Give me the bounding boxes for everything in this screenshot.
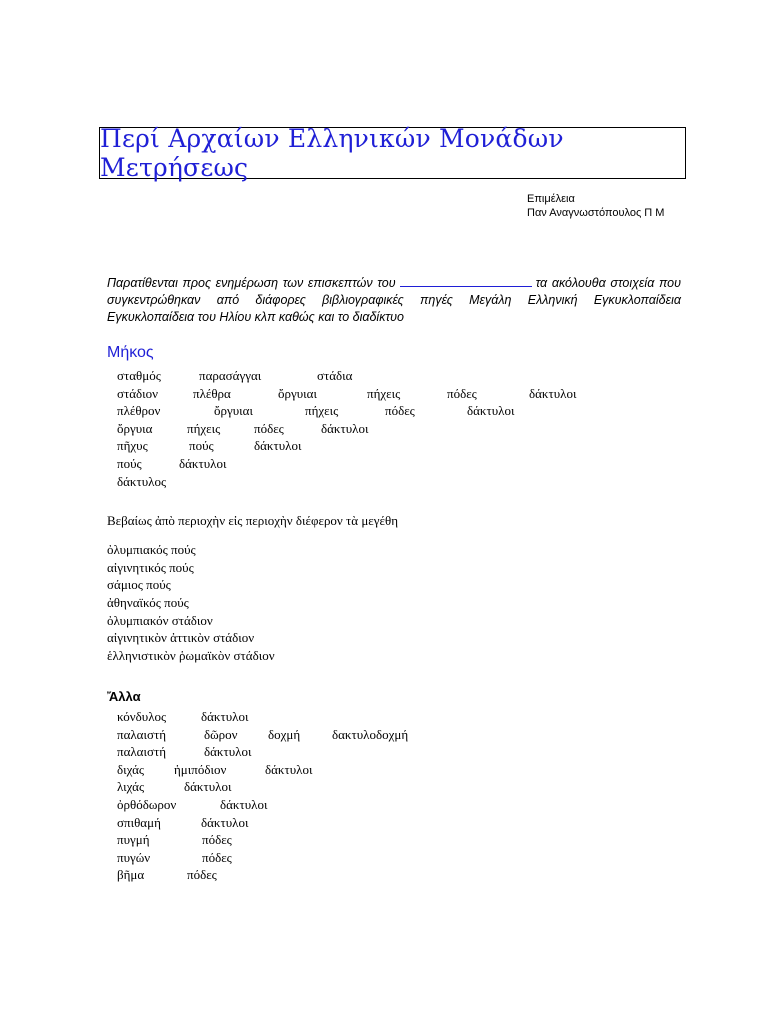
list-item: ὀλυμπιακός πούς: [107, 542, 196, 557]
length-cell: πλέθρα: [193, 385, 231, 401]
list-item: ὀλυμπιακόν στάδιον: [107, 612, 213, 628]
foot-variants-list: [107, 542, 275, 666]
other-heading: Ἄλλα: [107, 689, 141, 704]
length-cell: πήχεις: [367, 385, 401, 401]
length-cell: ὄργυιαι: [214, 403, 253, 419]
other-cell: δῶρον: [204, 726, 238, 742]
site-link-blank[interactable]: [400, 275, 532, 287]
editor-name: Παν Αναγνωστόπουλος Π Μ: [527, 207, 665, 219]
length-cell: πήχεις: [305, 403, 339, 419]
length-cell: πούς: [117, 455, 142, 471]
length-cell: πήχεις: [187, 420, 221, 436]
other-cell: δάκτυλοι: [204, 744, 252, 760]
other-cell: παλαιστή: [117, 726, 167, 742]
other-cell: κόνδυλος: [117, 709, 167, 724]
length-cell: πούς: [189, 438, 214, 454]
length-cell: παρασάγγαι: [199, 368, 262, 383]
other-cell: πόδες: [202, 849, 232, 865]
other-cell: πόδες: [187, 867, 217, 883]
editor-credit: [527, 192, 664, 220]
length-cell: ὄργυια: [117, 420, 153, 436]
length-cell: δάκτυλος: [117, 473, 167, 489]
other-cell: ἡμιπόδιον: [174, 761, 227, 777]
other-cell: λιχάς: [117, 779, 145, 795]
list-item: σάμιος πούς: [107, 577, 171, 593]
other-cell: δάκτυλοι: [201, 814, 249, 830]
length-cell: δάκτυλοι: [467, 403, 515, 419]
editor-label: Επιμέλεια: [527, 193, 575, 205]
length-cell: στάδια: [317, 368, 353, 383]
length-cell: πῆχυς: [117, 438, 148, 454]
other-cell: δάκτυλοι: [220, 796, 268, 812]
length-cell: δάκτυλοι: [529, 385, 577, 401]
other-cell: παλαιστή: [117, 744, 167, 760]
length-cell: πόδες: [447, 385, 477, 401]
other-cell: δοχμή: [268, 726, 301, 742]
length-cell: πόδες: [385, 403, 415, 419]
other-cell: δάκτυλοι: [265, 761, 313, 777]
other-cell: δάκτυλοι: [201, 709, 249, 724]
length-cell: ὄργυιαι: [278, 385, 317, 401]
other-cell: βῆμα: [117, 867, 145, 883]
list-item: ἀθηναϊκός πούς: [107, 595, 189, 611]
intro-text-after: τα ακόλουθα στοιχεία που συγκεντρώθηκαν από διάφορες βιβλιογραφικές πηγές Μεγάλη Ελληνική Εγκυκλοπαίδεια Εγκυκλοπαίδεια του Ηλίου κλπ καθώς και το διαδίκτυο: [107, 275, 681, 324]
length-cell: πόδες: [254, 420, 284, 436]
title-box: [99, 124, 686, 182]
length-cell: στάδιον: [117, 385, 159, 401]
list-item: ἑλληνιστικὸν ῥωμαϊκὸν στάδιον: [107, 648, 275, 664]
list-item: αἰγινητικός πούς: [107, 559, 194, 575]
length-cell: πλέθρον: [117, 403, 161, 419]
length-cell: σταθμός: [117, 368, 161, 383]
other-cell: πόδες: [202, 832, 232, 848]
other-cell: διχάς: [117, 761, 145, 777]
list-item: αἰγινητικὸν ἀττικὸν στάδιον: [107, 630, 255, 646]
other-cell: πυγμή: [117, 832, 150, 848]
variation-note: Βεβαίως ἀπὸ περιοχὴν εἰς περιοχὴν διέφερον τὰ μεγέθη: [107, 513, 398, 528]
intro-text-before: Παρατίθενται προς ενημέρωση των επισκεπτών του: [107, 275, 396, 290]
other-cell: δάκτυλοι: [184, 779, 232, 795]
other-cell: πυγών: [117, 849, 151, 865]
intro-paragraph: [107, 275, 681, 326]
length-cell: δάκτυλοι: [179, 455, 227, 471]
page-title: Περί Αρχαίων Ελληνικών Μονάδων Μετρήσεως: [100, 124, 564, 182]
other-cell: δακτυλοδοχμή: [332, 726, 409, 742]
other-cell: ὀρθόδωρον: [117, 796, 177, 812]
length-heading: Μήκος: [107, 344, 154, 361]
other-cell: σπιθαμή: [117, 814, 161, 830]
length-cell: δάκτυλοι: [321, 420, 369, 436]
length-cell: δάκτυλοι: [254, 438, 302, 454]
